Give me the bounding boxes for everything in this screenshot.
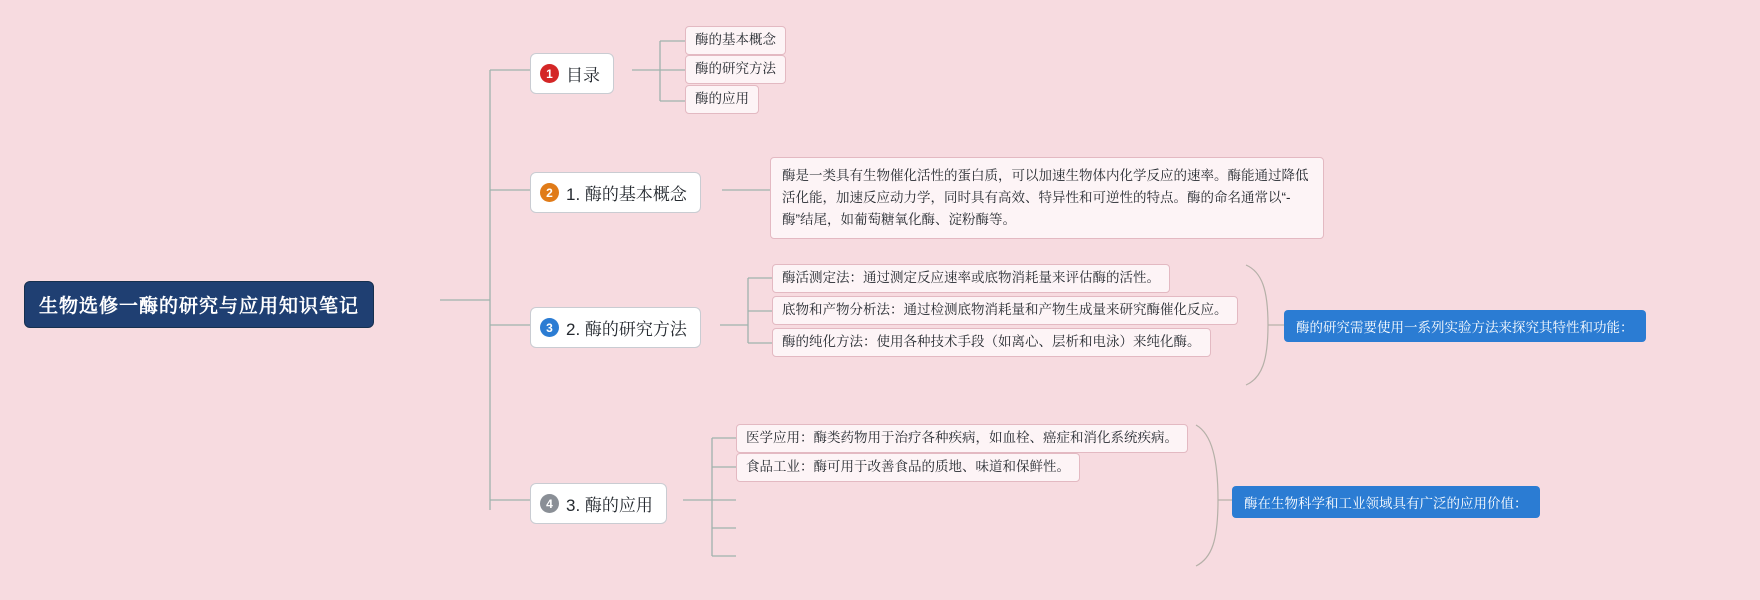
- leaf-node[interactable]: 底物和产物分析法：通过检测底物消耗量和产物生成量来研究酶催化反应。: [772, 296, 1238, 325]
- root-node[interactable]: 生物选修一酶的研究与应用知识笔记: [24, 281, 374, 328]
- branch-node-1[interactable]: [530, 53, 614, 94]
- branch-node-3[interactable]: [530, 307, 701, 348]
- branch-badge-3: 3: [540, 318, 559, 337]
- paragraph-node[interactable]: 酶是一类具有生物催化活性的蛋白质，可以加速生物体内化学反应的速率。酶能通过降低活化能，加速反应动力学，同时具有高效、特异性和可逆性的特点。酶的命名通常以“-酶”结尾，如葡萄糖氧化酶、淀粉酶等。: [770, 157, 1324, 239]
- summary-node-3[interactable]: 酶的研究需要使用一系列实验方法来探究其特性和功能：: [1284, 310, 1646, 342]
- branch-badge-4: 4: [540, 494, 559, 513]
- leaf-node[interactable]: 酶的应用: [685, 85, 759, 114]
- leaf-node[interactable]: 医学应用：酶类药物用于治疗各种疾病，如血栓、癌症和消化系统疾病。: [736, 424, 1188, 453]
- leaf-node[interactable]: 酶活测定法：通过测定反应速率或底物消耗量来评估酶的活性。: [772, 264, 1170, 293]
- branch-node-2[interactable]: [530, 172, 701, 213]
- leaf-node[interactable]: 酶的纯化方法：使用各种技术手段（如离心、层析和电泳）来纯化酶。: [772, 328, 1211, 357]
- leaf-node[interactable]: 酶的研究方法: [685, 55, 786, 84]
- branch-label-4: 3. 酶的应用: [566, 496, 653, 515]
- branch-badge-1: 1: [540, 64, 559, 83]
- branch-label-2: 1. 酶的基本概念: [566, 185, 687, 204]
- summary-node-4[interactable]: 酶在生物科学和工业领域具有广泛的应用价值：: [1232, 486, 1540, 518]
- branch-badge-2: 2: [540, 183, 559, 202]
- leaf-node[interactable]: 酶的基本概念: [685, 26, 786, 55]
- branch-label-3: 2. 酶的研究方法: [566, 320, 687, 339]
- branch-label-1: 目录: [566, 66, 600, 85]
- branch-node-4[interactable]: [530, 483, 667, 524]
- leaf-node[interactable]: 食品工业：酶可用于改善食品的质地、味道和保鲜性。: [736, 453, 1080, 482]
